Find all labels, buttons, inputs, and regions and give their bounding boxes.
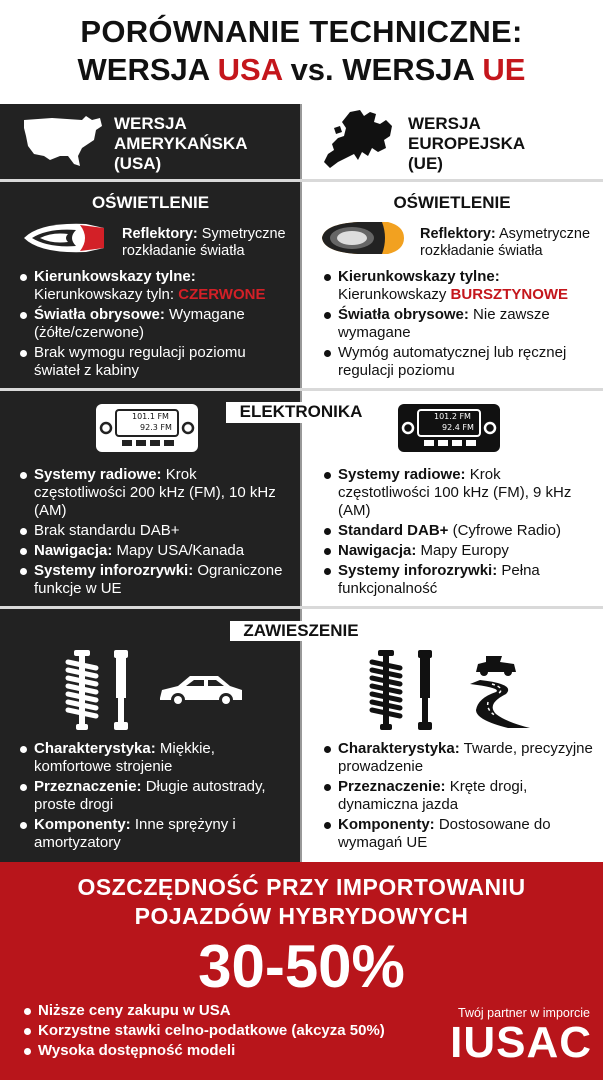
- column-divider: [300, 104, 302, 862]
- eu-lighting-list: [322, 268, 594, 382]
- list-item: Systemy radiowe: Krok częstotliwości 200 kHz (FM), 10 kHz (AM): [18, 466, 290, 520]
- eu-lighting-heading: OŚWIETLENIE: [393, 193, 511, 212]
- list-item: Systemy inforozrywki: Ograniczone funkcje w UE: [18, 562, 290, 598]
- list-item: Kierunkowskazy tylne: Kierunkowskazy BURSZTYNOWE: [322, 268, 594, 304]
- eu-suspension-list: [322, 740, 594, 854]
- usa-radio-freq-1: 101.1 FM: [132, 412, 169, 421]
- list-item: Standard DAB+ (Cyfrowe Radio): [322, 522, 594, 540]
- divider-2: [0, 388, 603, 391]
- eu-electronics-list: [322, 466, 594, 600]
- list-item: Brak wymogu regulacji poziomu świateł z kabiny: [18, 344, 290, 380]
- page-header: [0, 0, 603, 104]
- usa-lighting-heading: OŚWIETLENIE: [91, 193, 210, 212]
- list-item: Kierunkowskazy tylne: Kierunkowskazy tyln: CZERWONE: [18, 268, 290, 304]
- list-item: Nawigacja: Mapy USA/Kanada: [18, 542, 290, 560]
- eu-radio-freq-2: 92.4 FM: [442, 423, 474, 432]
- list-item: Nawigacja: Mapy Europy: [322, 542, 594, 560]
- list-item: Systemy inforozrywki: Pełna funkcjonalność: [322, 562, 594, 598]
- usa-lighting-list: [18, 268, 290, 382]
- europe-map-icon: [320, 108, 396, 174]
- title-vs: vs. WERSJA: [281, 52, 483, 87]
- list-item: Światła obrysowe: Wymagane (żółte/czerwone): [18, 306, 290, 342]
- list-item: Systemy radiowe: Krok częstotliwości 100 kHz (FM), 9 kHz (AM): [322, 466, 594, 520]
- title-wersja: WERSJA: [77, 52, 218, 87]
- list-item: Komponenty: Dostosowane do wymagań UE: [322, 816, 594, 852]
- usa-headlight-icon: [20, 220, 108, 256]
- eu-winding-road-icon: [456, 650, 536, 730]
- list-item: Przeznaczenie: Kręte drogi, dynamiczna jazda: [322, 778, 594, 814]
- usa-map-icon: [22, 114, 104, 170]
- usa-suspension-list: [18, 740, 290, 854]
- list-item: Wysoka dostępność modeli: [22, 1042, 422, 1060]
- footer-benefits-list: [22, 1002, 422, 1062]
- footer-title-line-1: OSZCZĘDNOŚĆ PRZY IMPORTOWANIU: [77, 874, 526, 900]
- usa-electronics-list: [18, 466, 290, 600]
- usa-headlight-text: Reflektory: Symetryczne rozkładanie światła: [122, 226, 286, 259]
- list-item: Brak standardu DAB+: [18, 522, 290, 540]
- footer-title-line-2: POJAZDÓW HYBRYDOWYCH: [134, 903, 469, 929]
- electronics-heading: ELEKTRONIKA: [226, 402, 376, 423]
- list-item: Przeznaczenie: Długie autostrady, proste drogi: [18, 778, 290, 814]
- list-item: Światła obrysowe: Nie zawsze wymagane: [322, 306, 594, 342]
- eu-radio-freq-1: 101.2 FM: [434, 412, 471, 421]
- title-line-2: [0, 52, 603, 88]
- eu-version-title: WERSJA EUROPEJSKA (UE): [408, 114, 526, 173]
- usa-car-icon: [156, 670, 246, 710]
- partner-tagline: Twój partner w imporcie: [458, 1006, 590, 1020]
- savings-percent: 30-50%: [198, 933, 405, 1000]
- title-ue: UE: [482, 52, 526, 87]
- list-item: Niższe ceny zakupu w USA: [22, 1002, 422, 1020]
- list-item: Charakterystyka: Miękkie, komfortowe strojenie: [18, 740, 290, 776]
- suspension-heading: ZAWIESZENIE: [230, 621, 372, 641]
- usa-version-title: WERSJA AMERYKAŃSKA (USA): [114, 114, 248, 173]
- eu-shock-absorber-icon: [368, 648, 442, 732]
- usa-shock-absorber-icon: [64, 648, 138, 732]
- usa-radio-freq-2: 92.3 FM: [140, 423, 172, 432]
- eu-headlight-icon: [318, 218, 406, 258]
- list-item: Charakterystyka: Twarde, precyzyjne prowadzenie: [322, 740, 594, 776]
- list-item: Korzystne stawki celno-podatkowe (akcyza 50%): [22, 1022, 422, 1040]
- brand-logo: IUSAC: [450, 1018, 592, 1067]
- divider-3: [0, 606, 603, 609]
- divider-1: [0, 179, 603, 182]
- title-usa: USA: [217, 52, 282, 87]
- eu-headlight-text: Reflektory: Asymetryczne rozkładanie światła: [420, 226, 591, 259]
- title-line-1: PORÓWNANIE TECHNICZNE:: [80, 14, 523, 49]
- list-item: Wymóg automatycznej lub ręcznej regulacji poziomu: [322, 344, 594, 380]
- list-item: Komponenty: Inne sprężyny i amortyzatory: [18, 816, 290, 852]
